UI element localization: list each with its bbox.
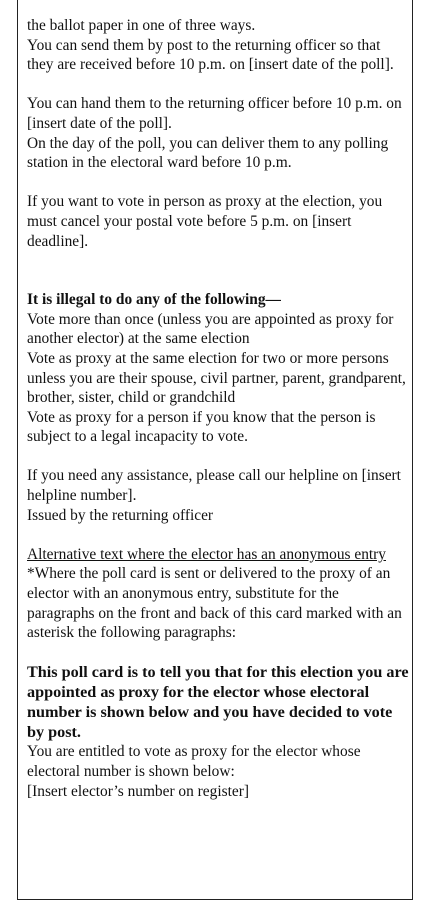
- hand-paragraph: You can hand them to the returning officer before 10 p.m. on [insert date of the poll].: [27, 95, 402, 132]
- illegal-item: Vote as proxy for a person if you know that the person is subject to a legal incapacity to vote.: [27, 408, 376, 446]
- illegal-item: Vote as proxy at the same election for two or more persons unless you are their spouse, civil partner, parent, grandparent, brother, sister, child or grandchild: [27, 349, 406, 407]
- alternative-insert-line: [Insert elector’s number on register]: [27, 782, 249, 800]
- polling-station-paragraph: On the day of the poll, you can deliver them to any polling station in the electoral ward before 10 p.m.: [27, 134, 389, 172]
- spacer: [27, 251, 409, 290]
- alternative-text-heading: Alternative text where the elector has an anonymous entry: [27, 545, 386, 563]
- alternative-intro-paragraph: *Where the poll card is sent or delivered to the proxy of an elector with an anonymous entry, substitute for the paragraphs on the front and back of this card marked with an asterisk the following paragraphs:: [27, 565, 402, 642]
- intro-paragraph: the ballot paper in one of three ways.: [27, 17, 256, 34]
- issued-by-line: Issued by the returning officer: [27, 506, 214, 524]
- assistance-paragraph: If you need any assistance, please call our helpline on [insert helpline number].: [27, 467, 401, 505]
- spacer: [27, 447, 409, 467]
- alternative-entitled-paragraph: You are entitled to vote as proxy for the elector whose electoral number is shown below:: [27, 743, 361, 780]
- spacer: [27, 643, 409, 663]
- spacer: [27, 173, 409, 193]
- illegal-item: Vote more than once (unless you are appointed as proxy for another elector) at the same election: [27, 310, 394, 348]
- alternative-bold-paragraph: This poll card is to tell you that for this election you are appointed as proxy for the elector whose electoral number is shown below and you have decided to vote by post.: [27, 663, 409, 742]
- spacer: [27, 525, 409, 545]
- poll-card-back-text: [27, 16, 409, 801]
- vote-in-person-paragraph: If you want to vote in person as proxy at the election, you must cancel your postal vote before 5 p.m. on [insert deadline].: [27, 193, 383, 250]
- spacer: [27, 75, 409, 95]
- post-paragraph: You can send them by post to the returning officer so that they are received before 10 p.m. on [insert date of the poll].: [27, 36, 394, 74]
- illegal-heading: It is illegal to do any of the following—: [27, 291, 281, 309]
